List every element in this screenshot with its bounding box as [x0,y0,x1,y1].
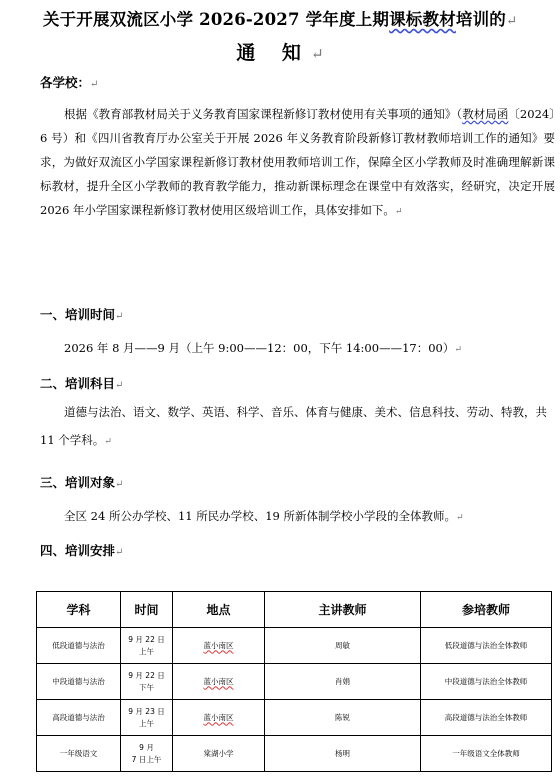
document-subtitle [0,38,560,65]
paragraph-mark: ↵ [90,79,99,90]
table-row [37,628,552,664]
table-row [37,700,552,736]
cell-subject: 一年级语文 [37,736,121,772]
header-location: 地点 [173,592,265,628]
cell-time: 9 月 7 日上午 [121,736,173,772]
cell-lecturer: 周敏 [265,628,421,664]
paragraph-mark: ↵ [454,344,463,355]
paragraph-mark: ↵ [394,206,403,217]
cell-participants: 低段道德与法治全体教师 [421,628,552,664]
section-heading-time: 一、培训时间↵ [40,307,124,322]
cell-lecturer: 陈锐 [265,700,421,736]
header-subject: 学科 [37,592,121,628]
cell-location: 蓝小南区 [173,700,265,736]
cell-lecturer: 杨明 [265,736,421,772]
salutation: 各学校：↵ [40,75,99,90]
section-heading-schedule: 四、培训安排↵ [40,543,124,558]
paragraph-mark: ↵ [115,380,124,391]
cell-time: 9 月 23 日 上午 [121,700,173,736]
header-participants: 参培教师 [421,592,552,628]
paragraph-mark: ↵ [310,45,324,63]
intro-paragraph: 根据《教育部教材局关于义务教育国家课程新修订教材使用有关事项的通知》（教材局函〔2024〕6 号）和《四川省教育厅办公室关于开展 2026 年义务教育阶段新修订教材教师培训工作的通知》要求，为做好双流区小学国家课程新修订教材使用教师培训工作，保障全区小学教师及时准确理解新课标教材，提升全区小学教师的教育教学能力，推动新课标理念在课堂中有效落实，经研究，决定开展 2026 年小学国家课程新修订教材使用区级培训工作，具体安排如下。↵ [40,107,555,217]
cell-location: 蓝小南区 [173,628,265,664]
cell-subject: 高段道德与法治 [37,700,121,736]
paragraph-mark: ↵ [115,479,124,490]
cell-participants: 一年级语文全体教师 [421,736,552,772]
paragraph-mark: ↵ [104,436,112,447]
title-suffix: 培训的 [455,10,507,29]
table-row [37,736,552,772]
cell-location: 蓝小南区 [173,664,265,700]
intro-underlined: 教材局函 [462,107,509,121]
cell-time: 9 月 22 日 下午 [121,664,173,700]
section-heading-subjects: 二、培训科目↵ [40,376,124,391]
cell-subject: 低段道德与法治 [37,628,121,664]
paragraph-mark: ↵ [115,547,124,558]
cell-subject: 中段道德与法治 [37,664,121,700]
schedule-table [36,591,552,772]
paragraph-mark: ↵ [115,311,124,322]
table-header-row [37,592,552,628]
cell-location: 棠湖小学 [173,736,265,772]
cell-participants: 中段道德与法治全体教师 [421,664,552,700]
section-heading-audience: 三、培训对象↵ [40,475,124,490]
cell-time: 9 月 22 日 上午 [121,628,173,664]
title-prefix: 关于开展双流区小学 2026-2027 学年度上期 [42,10,390,29]
header-time: 时间 [121,592,173,628]
section-text-audience: 全区 24 所公办学校、11 所民办学校、19 所新体制学校小学段的全体教师。↵ [64,509,464,523]
header-lecturer: 主讲教师 [265,592,421,628]
section-text-time: 2026 年 8 月——9 月（上午 9:00——12：00，下午 14:00——17：00）↵ [64,341,463,355]
cell-participants: 高段道德与法治全体教师 [421,700,552,736]
title-underlined: 课标教材 [389,10,456,29]
paragraph-mark: ↵ [456,512,464,523]
subtitle-text: 通 知 [236,42,311,64]
table-row [37,664,552,700]
paragraph-mark: ↵ [506,14,518,29]
cell-lecturer: 肖娟 [265,664,421,700]
document-title [0,6,560,30]
section-text-subjects: 道德与法治、语文、数学、英语、科学、音乐、体育与健康、美术、信息科技、劳动、特教，共 11 个学科。↵ [40,405,547,447]
